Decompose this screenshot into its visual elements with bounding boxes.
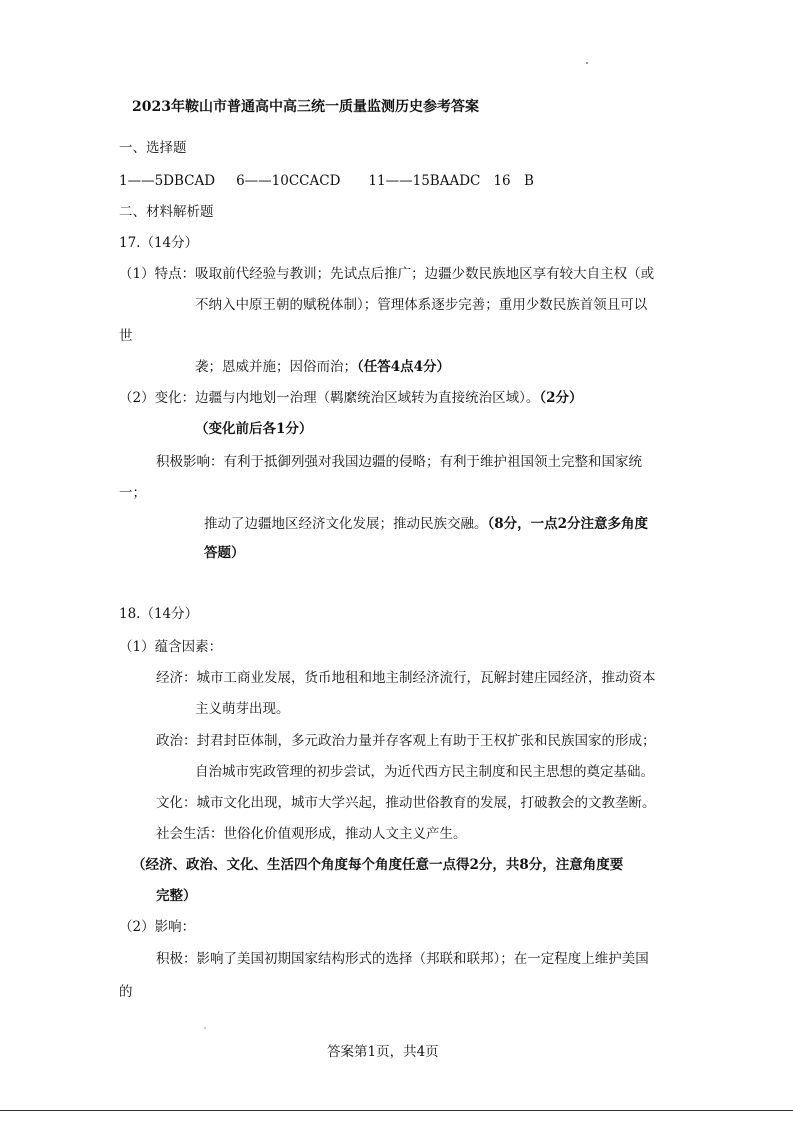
q18-p2-line1: 积极：影响了美国初期国家结构形式的选择（邦联和联邦）；在一定程度上维护美国	[156, 951, 649, 967]
q17-p2-impact-score: （8分，一点2分注意多角度	[487, 516, 649, 532]
q18-p2-line2: 的	[119, 984, 133, 1000]
q18-header: 18.（14分）	[119, 606, 199, 622]
scan-speck-2	[204, 1027, 206, 1029]
page-footer: 答案第1页，共4页	[327, 1044, 439, 1060]
q17-p2-line4: 一；	[119, 485, 146, 501]
q17-p2-line3: 积极影响：有利于抵御列强对我国边疆的侵略；有利于维护祖国领土完整和国家统	[156, 454, 642, 470]
q17-p2-score: （2分）	[539, 390, 583, 406]
section1-heading: 一、选择题	[119, 140, 187, 156]
scan-speck	[586, 62, 588, 64]
q17-p1-line1: （1）特点：吸取前代经验与教训；先试点后推广；边疆少数民族地区享有较大自主权（或	[119, 266, 655, 282]
section2-heading: 二、材料解析题	[119, 204, 214, 220]
q17-p1-score: （任答4点4分）	[357, 359, 451, 375]
answer-group-1: 1——5DBCAD	[119, 173, 216, 189]
q18-p1-label: （1）蕴含因素：	[119, 639, 223, 655]
q17-p2-line5	[204, 515, 648, 533]
q17-p1-line4	[195, 358, 450, 376]
answer-group-4: 16 B	[493, 173, 534, 189]
q18-p2-label: （2）影响：	[119, 919, 196, 935]
q18-politics-line2: 自治城市宪政管理的初步尝试，为近代西方民主制度和民主思想的奠定基础。	[195, 764, 654, 780]
q17-p2-note: （变化前后各1分）	[195, 421, 313, 437]
q18-society: 社会生活：世俗化价值观形成，推动人文主义产生。	[156, 826, 467, 842]
q18-economy-line1: 经济：城市工商业发展，货币地租和地主制经济流行，瓦解封建庄园经济，推动资本	[156, 670, 656, 686]
choice-answers	[119, 172, 534, 190]
q17-p1-line3: 世	[119, 328, 133, 344]
q18-culture: 文化：城市文化出现，城市大学兴起，推动世俗教育的发展，打破教会的文教垄断。	[156, 795, 656, 811]
q17-p2-line1	[119, 389, 583, 407]
page-title: 2023年鞍山市普通高中高三统一质量监测历史参考答案	[132, 99, 479, 115]
q17-p2-line6: 答题）	[204, 545, 245, 561]
q17-p1-text: 袭；恩威并施；因俗而治；	[195, 359, 357, 375]
bottom-rule	[0, 1110, 793, 1111]
q18-politics-line1: 政治：封君封臣体制，多元政治力量并存客观上有助于王权扩张和民族国家的形成；	[156, 733, 656, 749]
q17-p2-impact: 推动了边疆地区经济文化发展；推动民族交融。	[204, 516, 488, 532]
q18-note-line1: （经济、政治、文化、生活四个角度每个角度任意一点得2分，共8分，注意角度要	[132, 857, 624, 873]
answer-group-3: 11——15BAADC	[368, 173, 481, 189]
q18-note-line2: 完整）	[156, 888, 197, 904]
q17-p1-line2: 不纳入中原王朝的赋税体制）；管理体系逐步完善；重用少数民族首领且可以	[195, 297, 648, 313]
answer-group-2: 6——10CCACD	[236, 173, 341, 189]
q17-header: 17.（14分）	[119, 235, 199, 251]
q18-economy-line2: 主义萌芽出现。	[195, 701, 290, 717]
q17-p2-text: （2）变化：边疆与内地划一治理（羁縻统治区域转为直接统治区域）。	[119, 390, 540, 406]
